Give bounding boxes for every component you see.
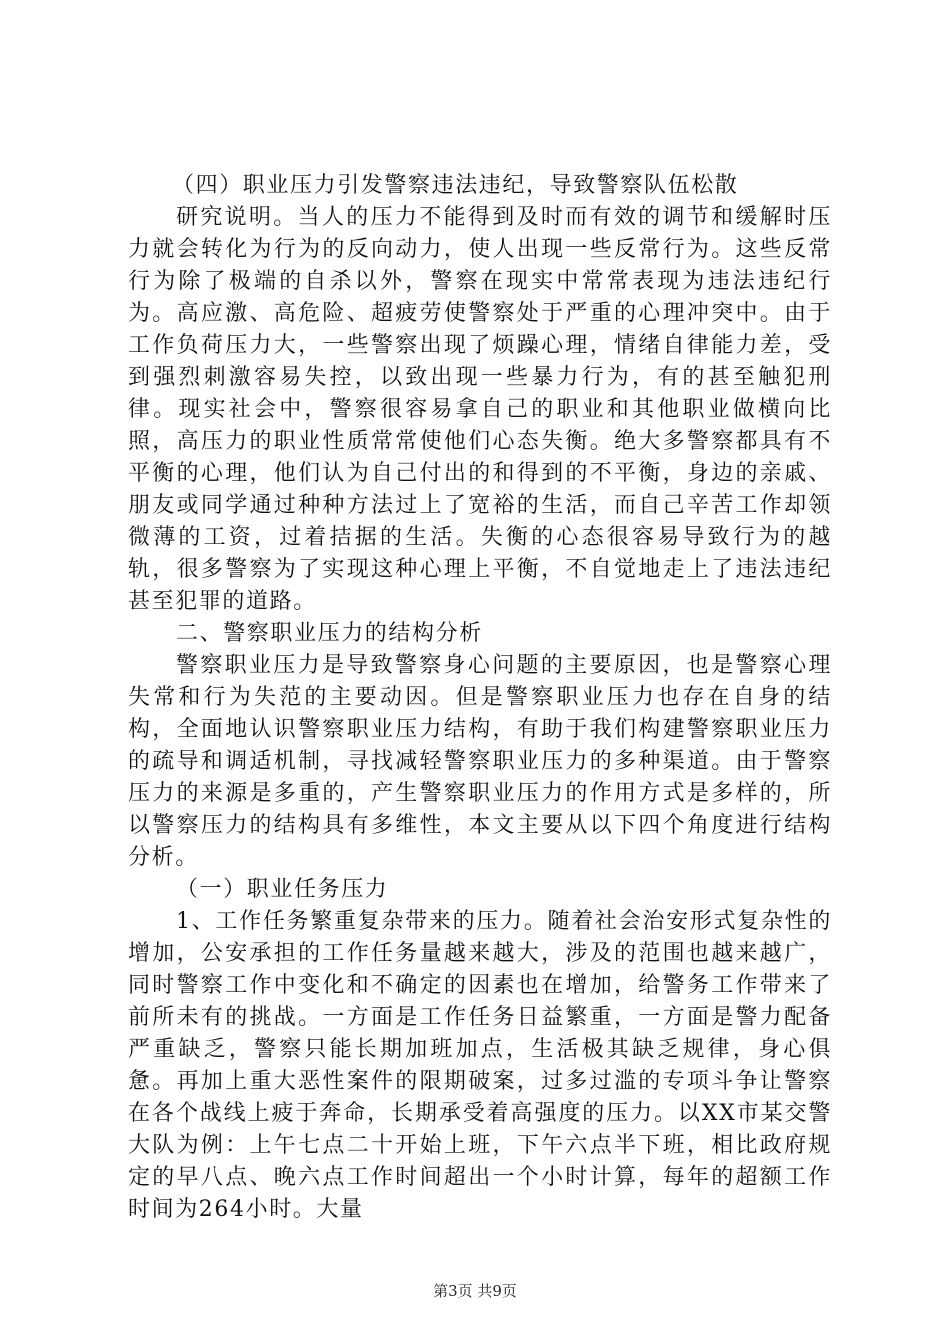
document-body [128, 170, 832, 1226]
body-paragraph: 警察职业压力是导致警察身心问题的主要原因，也是警察心理失常和行为失范的主要动因。但是警察职业压力也存在自身的结构，全面地认识警察职业压力结构，有助于我们构建警察职业压力的疏导和调适机制，寻找减轻警察职业压力的多种渠道。由于警察压力的来源是多重的，产生警察职业压力的作用方式是多样的，所以警察压力的结构具有多维性，本文主要从以下四个角度进行结构分析。 [128, 653, 832, 870]
section-heading-one: （一）职业任务压力 [176, 877, 389, 902]
body-paragraph: 研究说明。当人的压力不能得到及时而有效的调节和缓解时压力就会转化为行为的反向动力，使人出现一些反常行为。这些反常行为除了极端的自杀以外，警察在现实中常常表现为违法违纪行为。高应激、高危险、超疲劳使警察处于严重的心理冲突中。由于工作负荷压力大，一些警察出现了烦躁心理，情绪自律能力差，受到强烈刺激容易失控，以致出现一些暴力行为，有的甚至触犯刑律。现实社会中，警察很容易拿自己的职业和其他职业做横向比照，高压力的职业性质常常使他们心态失衡。绝大多警察都具有不平衡的心理，他们认为自己付出的和得到的不平衡，身边的亲戚、朋友或同学通过种种方法过上了宽裕的生活，而自己辛苦工作却领微薄的工资，过着拮据的生活。失衡的心态很容易导致行为的越轨，很多警察为了实现这种心理上平衡，不自觉地走上了违法违纪甚至犯罪的道路。 [128, 205, 832, 614]
body-paragraph: 1、工作任务繁重复杂带来的压力。随着社会治安形式复杂性的增加，公安承担的工作任务量越来越大，涉及的范围也越来越广，同时警察工作中变化和不确定的因素也在增加，给警务工作带来了前所未有的挑战。一方面是工作任务日益繁重，一方面是警力配备严重缺乏，警察只能长期加班加点，生活极其缺乏规律，身心俱惫。再加上重大恶性案件的限期破案，过多过滥的专项斗争让警察在各个战线上疲于奔命，长期承受着高强度的压力。以XX市某交警大队为例：上午七点二十开始上班，下午六点半下班，相比政府规定的早八点、晚六点工作时间超出一个小时计算，每年的超额工作时间为264小时。大量 [128, 909, 832, 1222]
page-number-footer: 第3页 共9页 [433, 1282, 517, 1300]
chapter-heading-two: 二、警察职业压力的结构分析 [176, 621, 483, 646]
section-heading-four: （四）职业压力引发警察违法违纪，导致警察队伍松散 [172, 173, 739, 198]
